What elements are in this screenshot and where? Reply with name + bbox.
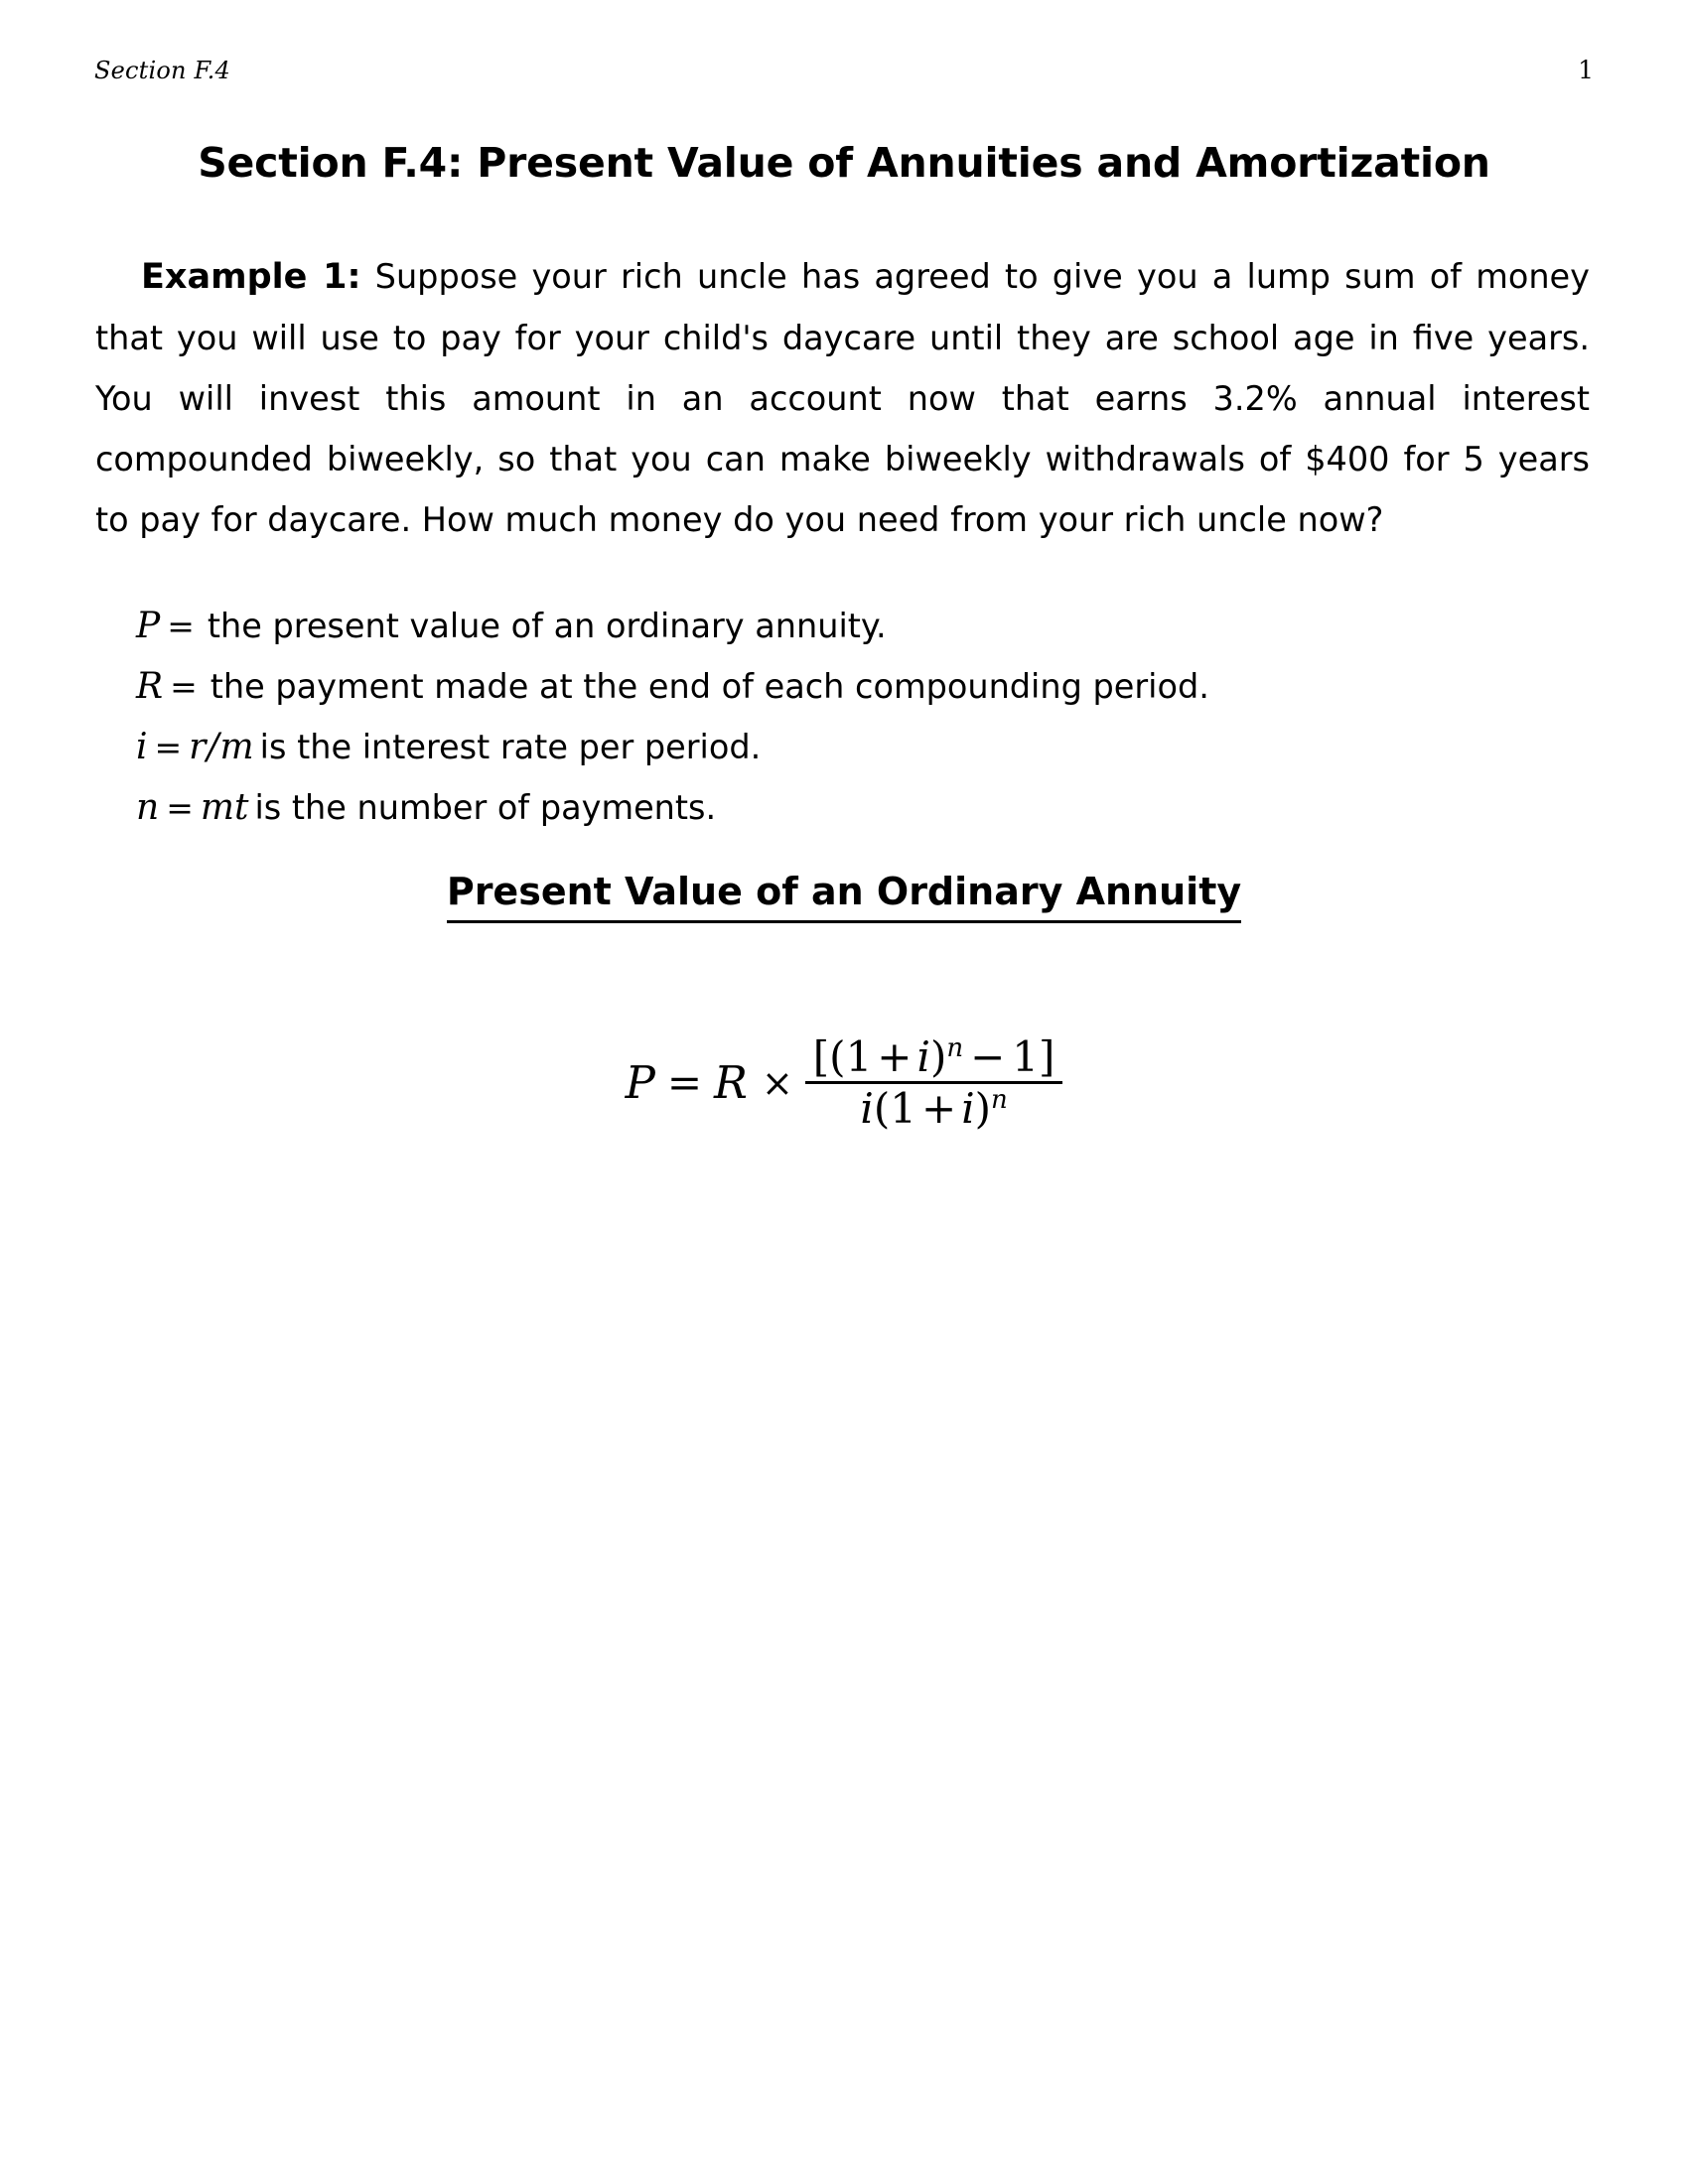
equals-sign: = — [154, 728, 183, 766]
formula-equals: = — [666, 1058, 703, 1108]
definition-item-R — [136, 656, 1526, 717]
open-paren: ( — [829, 1032, 846, 1081]
close-paren: ) — [974, 1084, 992, 1134]
slash-operator: / — [207, 727, 219, 767]
section-subtitle: Present Value of an Ordinary Annuity — [447, 870, 1241, 923]
fraction-denominator — [852, 1084, 1015, 1133]
plus-operator: + — [920, 1084, 957, 1134]
definition-text-n: is the number of payments. — [254, 788, 717, 827]
denominator-i: i — [860, 1084, 874, 1134]
minus-operator: − — [970, 1032, 1006, 1081]
present-value-formula — [94, 1032, 1594, 1134]
open-paren: ( — [873, 1084, 891, 1134]
formula-fraction — [805, 1032, 1063, 1134]
symbol-r: r — [189, 727, 207, 767]
denominator-one: 1 — [890, 1084, 916, 1134]
definition-item-P — [136, 596, 1526, 656]
definition-item-i — [136, 717, 1526, 777]
header-page-number: 1 — [1578, 56, 1594, 84]
equals-sign: = — [170, 667, 198, 706]
symbol-m: m — [200, 787, 234, 828]
numerator-one: 1 — [845, 1032, 873, 1081]
close-bracket: ] — [1039, 1032, 1055, 1081]
symbol-m: m — [219, 727, 254, 767]
numerator-i: i — [916, 1032, 930, 1081]
page-title: Section F.4: Present Value of Annuities and Amortization — [198, 139, 1490, 187]
symbol-i: i — [136, 727, 148, 767]
symbol-t: t — [233, 787, 249, 828]
variable-definition-list — [136, 596, 1526, 838]
header-section-label: Section F.4 — [94, 57, 230, 84]
open-bracket: [ — [812, 1032, 830, 1081]
definition-item-n — [136, 777, 1526, 838]
symbol-P: P — [136, 606, 161, 646]
numerator-exponent-n: n — [946, 1033, 964, 1063]
section-subtitle-wrapper — [94, 870, 1594, 923]
plus-operator: + — [877, 1032, 913, 1081]
example-paragraph — [95, 246, 1590, 550]
definition-text-i: is the interest rate per period. — [259, 728, 762, 766]
formula-lhs-P: P — [625, 1056, 655, 1110]
formula-times-operator: × — [761, 1060, 793, 1105]
example-label: Example 1: — [141, 257, 361, 297]
running-header — [94, 56, 1594, 89]
equals-sign: = — [167, 607, 195, 645]
symbol-R: R — [136, 666, 164, 707]
close-paren: ) — [929, 1032, 947, 1081]
equals-sign: = — [166, 788, 194, 827]
symbol-n: n — [136, 787, 160, 828]
formula-row — [626, 1032, 1063, 1134]
definition-text-R: the payment made at the end of each compounding period. — [210, 667, 1209, 706]
example-paragraph-block — [95, 246, 1590, 550]
definition-text-P: the present value of an ordinary annuity. — [207, 607, 887, 645]
example-body-text: Suppose your rich uncle has agreed to give you a lump sum of money that you will use to pay for your child's daycare until they are school age in five years. You will invest this amount in an account now that earns 3.2% annual interest compounded biweekly, so that you can make biweekly withdrawals of $400 for 5 years to pay for daycare. How much money do you need from your rich uncle now? — [95, 257, 1590, 539]
denominator-i-b: i — [961, 1084, 975, 1134]
formula-factor-R: R — [714, 1056, 748, 1110]
fraction-numerator — [805, 1032, 1063, 1081]
denominator-exponent-n: n — [991, 1085, 1008, 1116]
numerator-one-b: 1 — [1012, 1032, 1040, 1081]
